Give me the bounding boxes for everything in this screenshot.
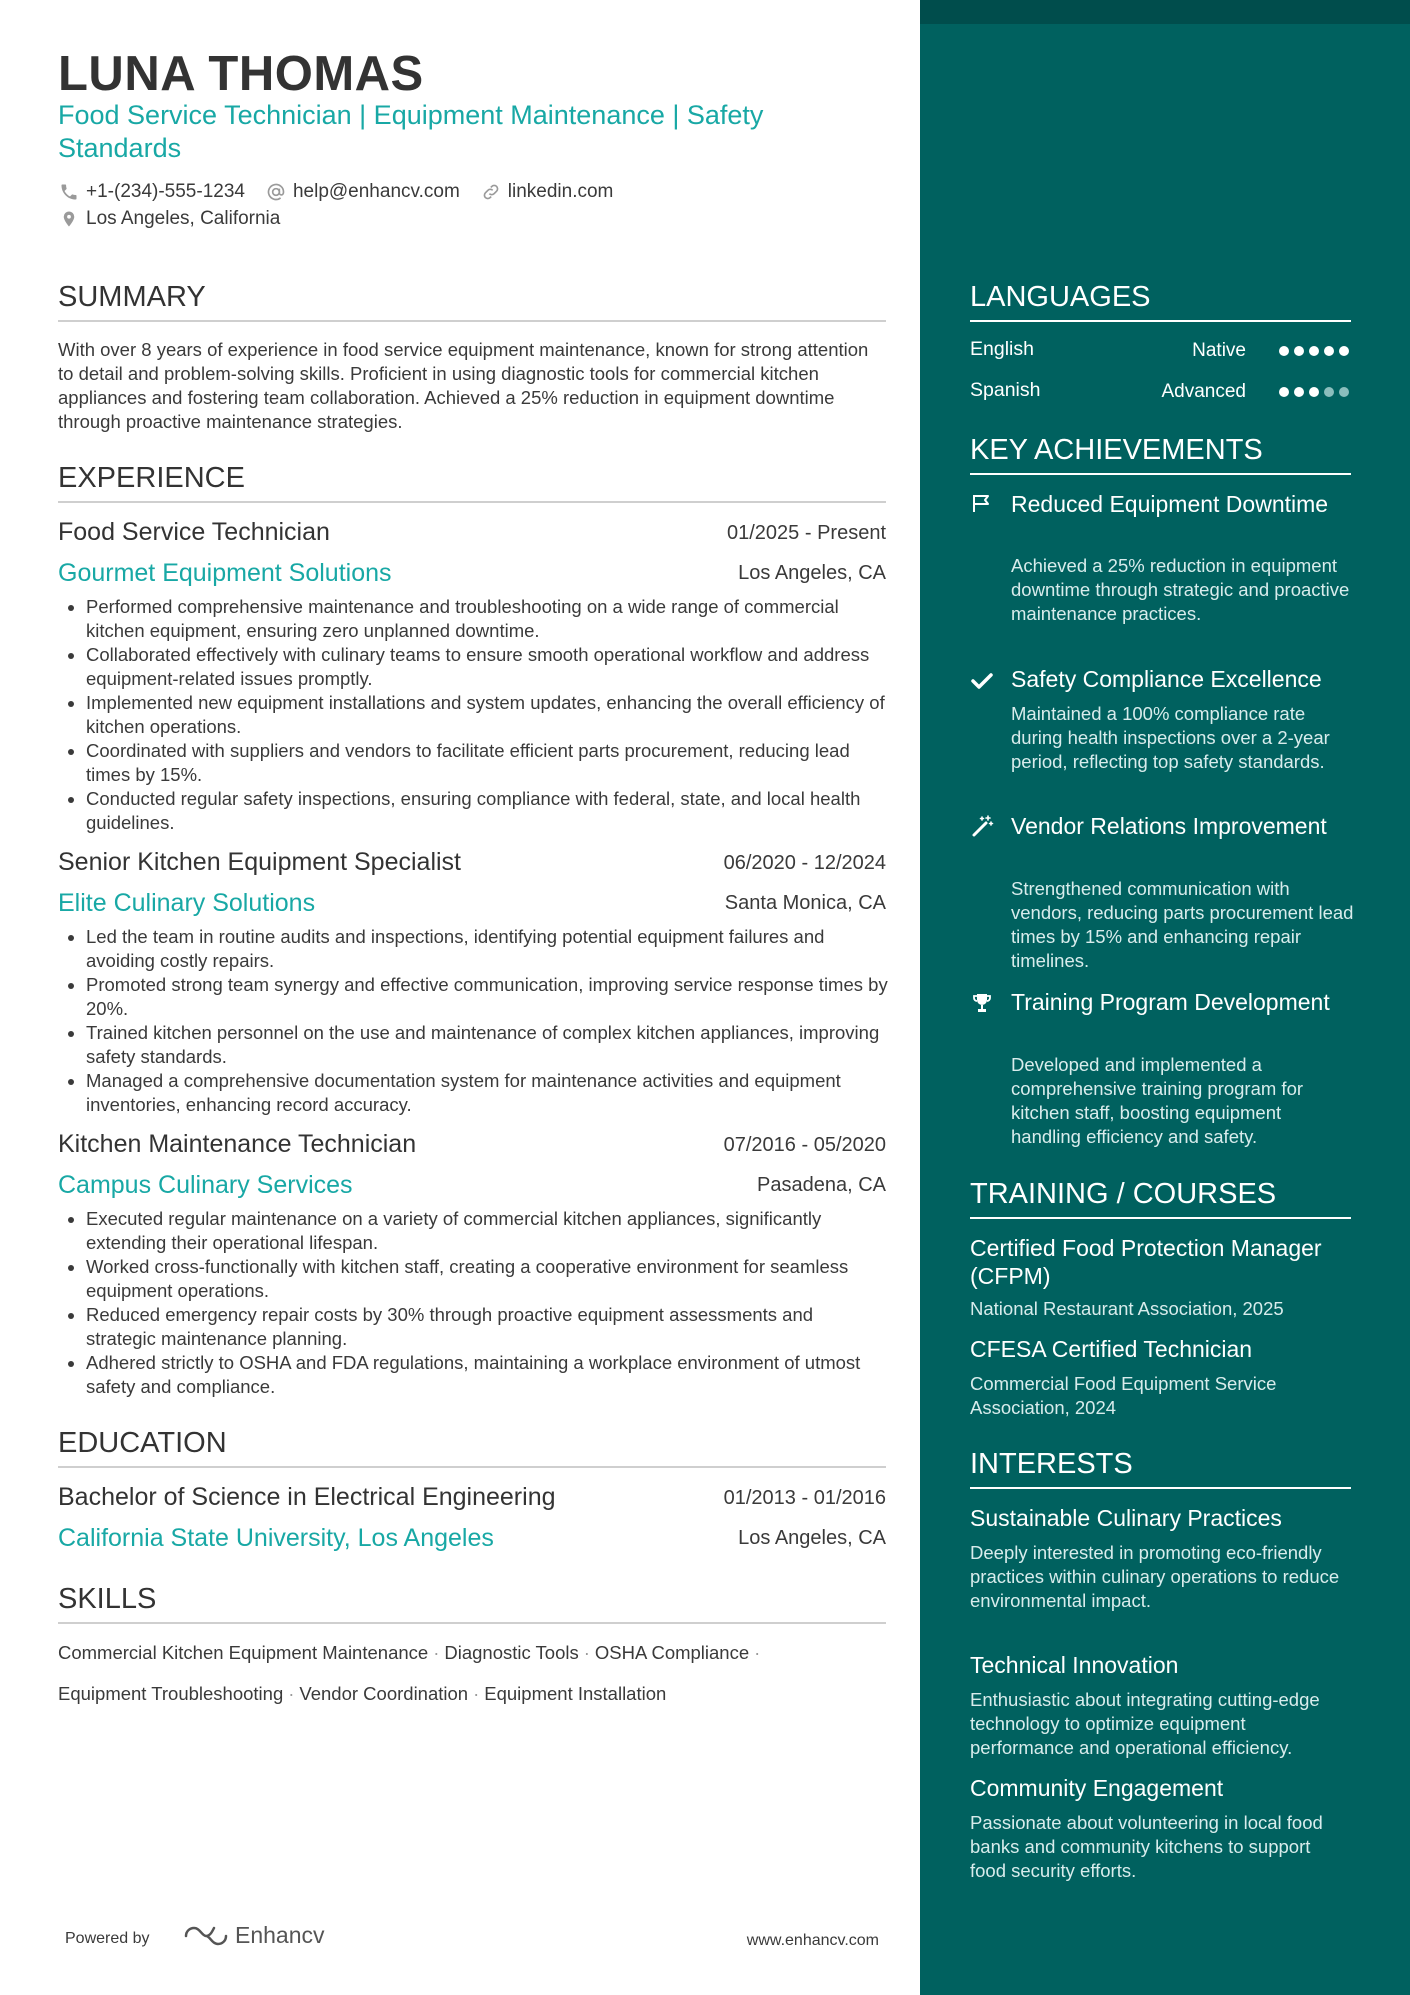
- course-title: CFESA Certified Technician: [970, 1336, 1253, 1362]
- course-provider: Commercial Food Equipment Service Association, 2024: [970, 1373, 1277, 1418]
- experience-heading: EXPERIENCE: [58, 462, 886, 503]
- linkedin-contact[interactable]: [480, 181, 614, 203]
- skill-item: OSHA Compliance: [594, 1642, 750, 1663]
- job-title: Kitchen Maintenance Technician: [58, 1130, 417, 1158]
- interest-description: Deeply interested in promoting eco-friendly practices within culinary operations to reduce environmental impact.: [970, 1542, 1340, 1611]
- sidebar-top-band: [920, 0, 1410, 24]
- phone-contact[interactable]: [58, 181, 245, 203]
- rating-dot-empty: [1339, 387, 1349, 397]
- skills-list: [58, 1632, 888, 1714]
- rating-dot-filled: [1309, 387, 1319, 397]
- job-location: Pasadena, CA: [757, 1174, 886, 1196]
- location-contact: [58, 208, 280, 230]
- language-name: English: [970, 338, 1034, 360]
- skill-item: Commercial Kitchen Equipment Maintenance: [58, 1642, 429, 1663]
- job-title: Food Service Technician: [58, 518, 330, 546]
- achievements-heading: KEY ACHIEVEMENTS: [970, 434, 1351, 475]
- flag-icon: [970, 491, 994, 515]
- bullet: • Implemented new equipment installations and system updates, enhancing the overall efficiency of kitchen operations.: [86, 691, 888, 739]
- bullet: • Conducted regular safety inspections, ensuring compliance with federal, state, and local health guidelines.: [86, 787, 888, 835]
- company-name: Campus Culinary Services: [58, 1171, 353, 1199]
- bullet: • Led the team in routine audits and inspections, identifying potential equipment failures and avoiding costly repairs.: [86, 925, 888, 973]
- rating-dot-filled: [1294, 387, 1304, 397]
- checkmark-icon: [970, 669, 994, 693]
- rating-dot-filled: [1279, 346, 1289, 356]
- rating-dot-filled: [1339, 346, 1349, 356]
- rating-dot-filled: [1309, 346, 1319, 356]
- magic-wand-icon: [970, 814, 994, 838]
- skill-separator: ·: [288, 1683, 295, 1704]
- email-text: help@enhancv.com: [292, 181, 460, 202]
- degree-title: Bachelor of Science in Electrical Engineering: [58, 1483, 556, 1511]
- achievement-description: Developed and implemented a comprehensive training program for kitchen staff, boosting equipment handling efficiency and safety.: [1011, 1054, 1304, 1147]
- job-title: Senior Kitchen Equipment Specialist: [58, 848, 462, 876]
- language-item: [970, 338, 1351, 368]
- job-bullets: [58, 925, 888, 1117]
- education-heading: EDUCATION: [58, 1427, 886, 1468]
- skill-item: Equipment Installation: [484, 1683, 667, 1704]
- achievement-description: Achieved a 25% reduction in equipment downtime through strategic and proactive maintenance practices.: [1011, 555, 1350, 624]
- linkedin-text: linkedin.com: [507, 181, 614, 202]
- interest-description: Passionate about volunteering in local food banks and community kitchens to support food security efforts.: [970, 1812, 1323, 1881]
- enhancv-logo-icon: [183, 1923, 229, 1949]
- interest-description: Enthusiastic about integrating cutting-edge technology to optimize equipment performance and operational efficiency.: [970, 1689, 1320, 1758]
- course-provider: National Restaurant Association, 2025: [970, 1298, 1284, 1319]
- location-text: Los Angeles, California: [86, 208, 281, 229]
- trophy-icon: [970, 991, 994, 1015]
- skill-item: Equipment Troubleshooting: [58, 1683, 284, 1704]
- job-bullets: [58, 595, 888, 835]
- course-title: Certified Food Protection Manager (CFPM): [970, 1235, 1322, 1289]
- interest-title: Technical Innovation: [970, 1652, 1179, 1678]
- rating-dot-empty: [1324, 387, 1334, 397]
- language-level: Advanced: [1161, 381, 1246, 402]
- job-bullets: [58, 1207, 888, 1399]
- education-dates: 01/2013 - 01/2016: [723, 1487, 886, 1509]
- education-location: Los Angeles, CA: [738, 1527, 886, 1549]
- bullet: • Promoted strong team synergy and effective communication, improving service response times by 20%.: [86, 973, 888, 1021]
- rating-dot-filled: [1294, 346, 1304, 356]
- skills-heading: SKILLS: [58, 1583, 886, 1624]
- bullet: • Collaborated effectively with culinary teams to ensure smooth operational workflow and address equipment-related issues promptly.: [86, 643, 888, 691]
- enhancv-logo[interactable]: [183, 1922, 325, 1949]
- job-dates: 07/2016 - 05/2020: [723, 1134, 886, 1156]
- powered-by-label: Powered by: [65, 1930, 150, 1947]
- summary-heading: SUMMARY: [58, 281, 886, 322]
- website-link[interactable]: www.enhancv.com: [746, 1932, 879, 1949]
- interest-title: Community Engagement: [970, 1775, 1224, 1801]
- job-dates: 06/2020 - 12/2024: [723, 852, 886, 874]
- bullet: • Reduced emergency repair costs by 30% through proactive equipment assessments and strategic maintenance planning.: [86, 1303, 888, 1351]
- achievement-description: Strengthened communication with vendors, reducing parts procurement lead times by 15% and enhancing repair timelines.: [1011, 878, 1354, 971]
- company-name: Elite Culinary Solutions: [58, 889, 316, 917]
- skill-item: Diagnostic Tools: [444, 1642, 579, 1663]
- skill-separator: ·: [433, 1642, 440, 1663]
- rating-dot-filled: [1279, 387, 1289, 397]
- bullet: • Managed a comprehensive documentation system for maintenance activities and equipment inventories, enhancing record accuracy.: [86, 1069, 888, 1117]
- bullet: • Performed comprehensive maintenance and troubleshooting on a wide range of commercial kitchen equipment, ensuring zero unplanned downtime.: [86, 595, 888, 643]
- school-name: California State University, Los Angeles: [58, 1524, 494, 1552]
- job-location: Santa Monica, CA: [724, 892, 886, 914]
- location-row: [58, 208, 300, 230]
- at-icon: [265, 181, 287, 203]
- job-location: Los Angeles, CA: [738, 562, 886, 584]
- training-heading: TRAINING / COURSES: [970, 1178, 1351, 1219]
- location-pin-icon: [58, 208, 80, 230]
- achievement-description: Maintained a 100% compliance rate during health inspections over a 2-year period, reflecting top safety standards.: [1011, 703, 1330, 772]
- achievement-title: Safety Compliance Excellence: [1011, 666, 1322, 692]
- phone-text: +1-(234)-555-1234: [86, 181, 245, 202]
- language-rating: [1274, 387, 1349, 397]
- sidebar-column: [920, 0, 1410, 1995]
- interest-title: Sustainable Culinary Practices: [970, 1505, 1282, 1531]
- contact-row: [58, 181, 633, 203]
- candidate-name: LUNA THOMAS: [58, 47, 424, 101]
- bullet: • Coordinated with suppliers and vendors to facilitate efficient parts procurement, reducing lead times by 15%.: [86, 739, 888, 787]
- email-contact[interactable]: [265, 181, 460, 203]
- achievement-title: Vendor Relations Improvement: [1011, 813, 1327, 839]
- company-name: Gourmet Equipment Solutions: [58, 559, 392, 587]
- rating-dot-filled: [1324, 346, 1334, 356]
- achievement-title: Training Program Development: [1011, 989, 1330, 1015]
- language-level: Native: [1192, 340, 1246, 361]
- bullet: • Trained kitchen personnel on the use and maintenance of complex kitchen appliances, improving safety standards.: [86, 1021, 888, 1069]
- bullet: • Adhered strictly to OSHA and FDA regulations, maintaining a workplace environment of utmost safety and compliance.: [86, 1351, 888, 1399]
- skill-separator: ·: [473, 1683, 480, 1704]
- skill-separator: ·: [754, 1642, 761, 1663]
- achievement-title: Reduced Equipment Downtime: [1011, 491, 1329, 517]
- interests-heading: INTERESTS: [970, 1448, 1351, 1489]
- bullet: • Worked cross-functionally with kitchen staff, creating a cooperative environment for seamless equipment operations.: [86, 1255, 888, 1303]
- skill-item: Vendor Coordination: [299, 1683, 469, 1704]
- link-icon: [480, 181, 502, 203]
- job-dates: 01/2025 - Present: [727, 522, 886, 544]
- brand-name: Enhancv: [235, 1922, 325, 1948]
- skill-separator: ·: [583, 1642, 590, 1663]
- language-item: [970, 379, 1351, 409]
- bullet: • Executed regular maintenance on a variety of commercial kitchen appliances, significantly extending their operational lifespan.: [86, 1207, 888, 1255]
- language-rating: [1274, 346, 1349, 356]
- summary-text: With over 8 years of experience in food service equipment maintenance, known for strong attention to detail and problem-solving skills. Proficient in using diagnostic tools for commercial kitchen appliances and fostering team collaboration. Achieved a 25% reduction in equipment downtime through proactive maintenance strategies.: [58, 339, 869, 432]
- languages-heading: LANGUAGES: [970, 281, 1351, 322]
- language-name: Spanish: [970, 379, 1041, 401]
- headline: Food Service Technician | Equipment Maintenance | Safety Standards: [58, 100, 764, 163]
- phone-icon: [58, 181, 80, 203]
